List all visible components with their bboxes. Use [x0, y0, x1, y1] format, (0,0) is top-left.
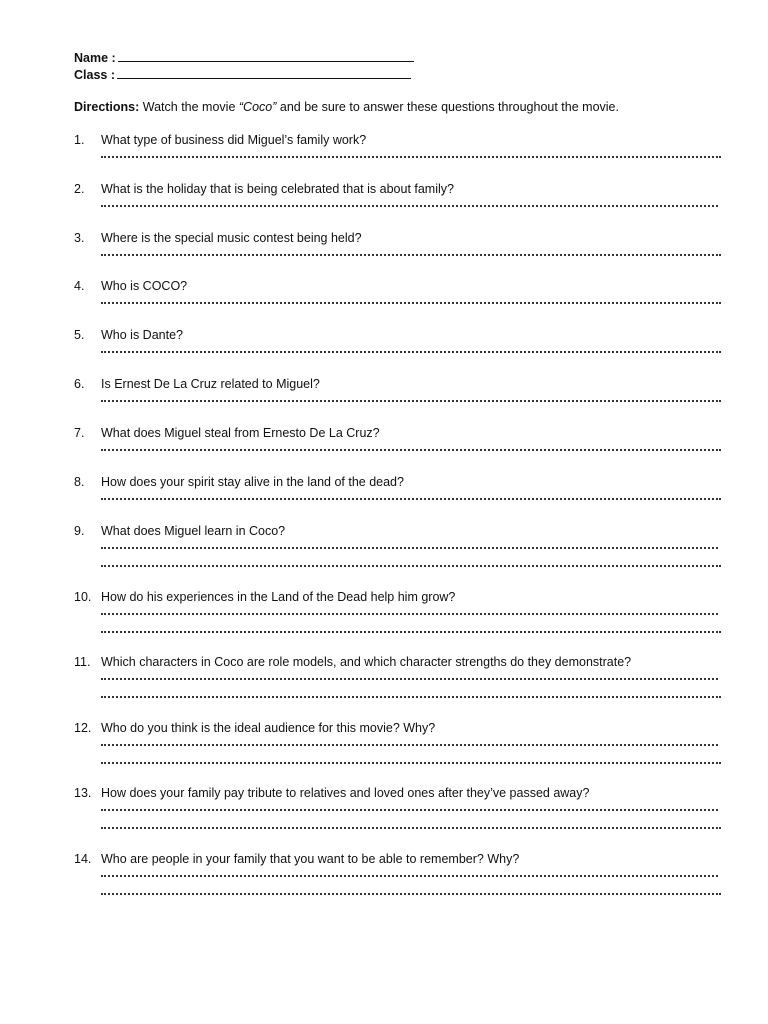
question-text: Is Ernest De La Cruz related to Miguel? — [101, 377, 320, 391]
question-number: 3. — [74, 231, 85, 245]
question-2 — [74, 181, 724, 207]
question-1 — [74, 132, 724, 158]
answer-line[interactable] — [101, 743, 718, 746]
answer-line[interactable] — [101, 892, 721, 895]
directions-movie-title: “Coco” — [238, 100, 277, 114]
answer-line[interactable] — [101, 204, 718, 207]
question-6 — [74, 376, 724, 402]
question-10 — [74, 589, 724, 633]
answer-line[interactable] — [101, 155, 721, 158]
directions-text-before: Watch the movie — [139, 100, 239, 114]
answer-line[interactable] — [101, 546, 718, 549]
question-number: 11. — [74, 655, 91, 669]
answer-line[interactable] — [101, 253, 721, 256]
class-underline[interactable] — [117, 67, 411, 79]
answer-line[interactable] — [101, 564, 721, 567]
question-text: What does Miguel steal from Ernesto De La Cruz? — [101, 426, 380, 440]
question-number: 9. — [74, 524, 85, 538]
question-text: Which characters in Coco are role models, and which character strengths do they demonstrate? — [101, 655, 632, 669]
question-number: 14. — [74, 852, 92, 866]
answer-line[interactable] — [101, 448, 721, 451]
question-number: 13. — [74, 786, 92, 800]
question-number: 6. — [74, 377, 85, 391]
question-text: Who is Dante? — [101, 328, 183, 342]
question-number: 2. — [74, 182, 85, 196]
question-number: 7. — [74, 426, 85, 440]
question-number: 1. — [74, 133, 85, 147]
question-text: Where is the special music contest being held? — [101, 231, 362, 245]
answer-line[interactable] — [101, 497, 721, 500]
question-text: What type of business did Miguel’s family work? — [101, 133, 367, 147]
answer-line[interactable] — [101, 695, 721, 698]
directions-text-after: and be sure to answer these questions throughout the movie. — [276, 100, 619, 114]
answer-line[interactable] — [101, 630, 721, 633]
answer-line[interactable] — [101, 399, 721, 402]
question-number: 12. — [74, 721, 92, 735]
name-field[interactable] — [74, 50, 414, 66]
question-number: 10. — [74, 590, 92, 604]
answer-line[interactable] — [101, 874, 718, 877]
answer-line[interactable] — [101, 350, 721, 353]
name-label: Name : — [74, 51, 116, 65]
question-text: Who do you think is the ideal audience for this movie? Why? — [101, 721, 436, 735]
question-14 — [74, 851, 724, 895]
answer-line[interactable] — [101, 808, 718, 811]
question-text: Who is COCO? — [101, 279, 188, 293]
question-text: How do his experiences in the Land of the Dead help him grow? — [101, 590, 456, 604]
class-field[interactable] — [74, 67, 411, 83]
question-number: 4. — [74, 279, 85, 293]
question-text: What is the holiday that is being celebrated that is about family? — [101, 182, 454, 196]
answer-line[interactable] — [101, 612, 718, 615]
directions-label: Directions: — [74, 100, 140, 114]
name-underline[interactable] — [118, 50, 414, 62]
question-4 — [74, 278, 724, 304]
question-9 — [74, 523, 724, 567]
question-12 — [74, 720, 724, 764]
question-number: 8. — [74, 475, 85, 489]
answer-line[interactable] — [101, 301, 721, 304]
question-text: How does your spirit stay alive in the land of the dead? — [101, 475, 404, 489]
question-13 — [74, 785, 724, 829]
directions — [74, 99, 619, 115]
question-text: What does Miguel learn in Coco? — [101, 524, 286, 538]
question-3 — [74, 230, 724, 256]
question-text: How does your family pay tribute to relatives and loved ones after they’ve passed away? — [101, 786, 590, 800]
question-7 — [74, 425, 724, 451]
class-label: Class : — [74, 68, 115, 82]
question-text: Who are people in your family that you want to be able to remember? Why? — [101, 852, 520, 866]
question-11 — [74, 654, 724, 698]
answer-line[interactable] — [101, 677, 718, 680]
question-5 — [74, 327, 724, 353]
question-number: 5. — [74, 328, 85, 342]
question-8 — [74, 474, 724, 500]
answer-line[interactable] — [101, 761, 721, 764]
answer-line[interactable] — [101, 826, 721, 829]
